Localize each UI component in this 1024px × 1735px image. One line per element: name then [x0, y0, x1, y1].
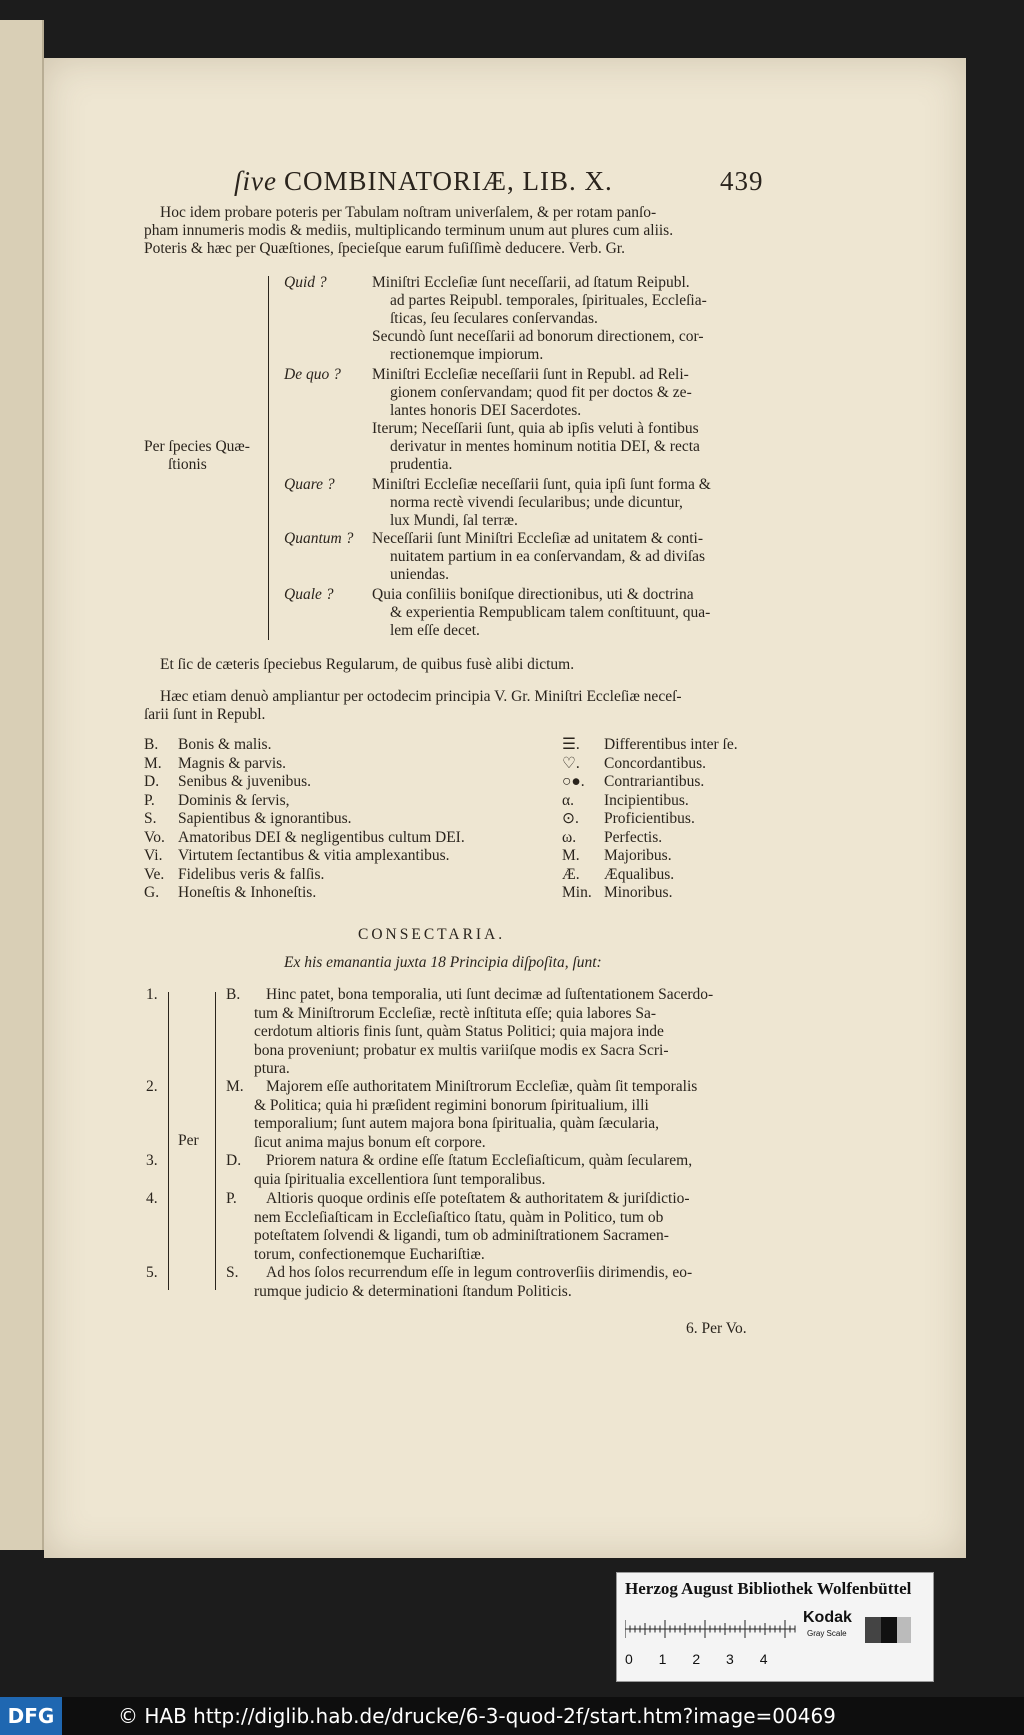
- after-species-text: Et ſic de cæteris ſpeciebus Regularum, de quibus fusè alibi dictum.: [160, 656, 575, 673]
- species-label: ſtionis: [168, 456, 207, 473]
- species-label: Per ſpecies Quæ-: [144, 438, 250, 455]
- principium-value: Dominis & ſervis,: [178, 791, 290, 809]
- consectarium-number: 4.: [146, 1190, 158, 1207]
- principium-value: Fidelibus veris & falſis.: [178, 865, 325, 883]
- outer-brace: [168, 992, 169, 1290]
- principium-key: D.: [144, 773, 160, 790]
- page-number: 439: [720, 166, 764, 196]
- consectarium-line: Altioris quoque ordinis eſſe poteſtatem & authoritatem & juriſdictio-: [266, 1190, 690, 1207]
- consectarium-line: rumque judicio & determinationi ſtandum Politicis.: [254, 1282, 572, 1300]
- principium-key: Ve.: [144, 865, 165, 883]
- principium-value: Bonis & malis.: [178, 736, 272, 753]
- principium-key: ω.: [562, 828, 577, 846]
- consectarium-key: D.: [226, 1152, 242, 1169]
- principium-key: Vo.: [144, 828, 165, 846]
- catchword: 6. Per Vo.: [686, 1320, 747, 1337]
- species-line: lem eſſe decet.: [390, 622, 480, 639]
- kodak-brand: Kodak: [803, 1609, 852, 1626]
- principium-value: Concordantibus.: [604, 754, 707, 772]
- consectarium-line: quia ſpiritualia excellentiora ſunt temporalibus.: [254, 1170, 546, 1188]
- principium-key: Min.: [562, 884, 592, 901]
- inner-brace: [215, 992, 216, 1290]
- ruler-scale: [625, 1609, 915, 1649]
- species-line: gionem conſervandam; quod fit per doctos & ze-: [390, 384, 692, 401]
- species-line: lux Mundi, ſal terræ.: [390, 512, 518, 529]
- principium-key: P.: [144, 791, 155, 809]
- consectaria-title: CONSECTARIA.: [358, 926, 506, 943]
- principium-value: Amatoribus DEI & negligentibus cultum DEI.: [178, 828, 465, 846]
- consectarium-number: 1.: [146, 986, 158, 1003]
- species-question: Quid ?: [284, 274, 327, 291]
- species-line: ad partes Reipubl. temporales, ſpirituales, Eccleſia-: [390, 292, 707, 309]
- principium-key: ○●.: [562, 773, 585, 790]
- principium-value: Æqualibus.: [604, 865, 675, 883]
- principium-key: Vi.: [144, 847, 163, 864]
- consectarium-line: torum, confectionemque Euchariſtiæ.: [254, 1245, 485, 1263]
- consectarium-line: nem Eccleſiaſticam in Eccleſiaſtico ſtatu, quàm in Politico, tum ob: [254, 1208, 664, 1226]
- principium-key: ♡.: [562, 754, 580, 772]
- consectarium-key: S.: [226, 1264, 239, 1281]
- species-line: derivatur in mentes hominum notitia DEI, & recta: [390, 438, 700, 455]
- principium-key: M.: [144, 754, 162, 772]
- species-line: & experientia Rempublicam talem conſtituunt, qua-: [390, 604, 711, 621]
- principium-key: S.: [144, 810, 157, 827]
- per-label: Per: [178, 1132, 199, 1149]
- principium-key: ⊙.: [562, 810, 579, 827]
- principium-value: Sapientibus & ignorantibus.: [178, 810, 352, 827]
- consectarium-line: & Politica; quia hi præſident regimini bonorum ſpiritualium, illi: [254, 1096, 649, 1114]
- principium-value: Differentibus inter ſe.: [604, 736, 738, 753]
- species-brace: [268, 276, 269, 640]
- running-title: COMBINATORIÆ, LIB. X.: [284, 166, 613, 196]
- consectarium-line: temporalium; ſunt autem majora bona ſpiritualia, quàm ſæcularia,: [254, 1115, 660, 1132]
- consectarium-line: ſicut anima majus bonum eſt corpore.: [254, 1133, 486, 1151]
- consectarium-number: 2.: [146, 1078, 158, 1095]
- species-question: Quale ?: [284, 586, 334, 603]
- header-left: ſive: [234, 166, 277, 196]
- consectarium-line: bona proveniunt; probatur ex multis variiſque modis ex Sacra Scri-: [254, 1041, 669, 1059]
- species-line: Miniſtri Eccleſiæ neceſſarii ſunt, quia ipſi ſunt forma &: [372, 476, 711, 493]
- consectarium-line: poteſtatem ſolvendi & ligandi, tum ob adminiſtrationem Sacramen-: [254, 1227, 669, 1244]
- species-question: Quare ?: [284, 476, 335, 493]
- intro-line: Hoc idem probare poteris per Tabulam noſtram univerſalem, & per rotam panſo-: [160, 204, 657, 221]
- dfg-logo: DFG: [0, 1697, 62, 1735]
- species-question: Quantum ?: [284, 530, 354, 547]
- consectarium-line: Priorem natura & ordine eſſe ſtatum Eccleſiaſticum, quàm ſecularem,: [266, 1152, 693, 1169]
- principium-key: B.: [144, 736, 159, 753]
- library-label: Herzog August Bibliothek Wolfenbüttel: [625, 1579, 912, 1598]
- previous-page-edge: [0, 20, 44, 1550]
- species-question: De quo ?: [284, 366, 341, 383]
- species-line: Quia conſiliis boniſque directionibus, uti & doctrina: [372, 586, 694, 603]
- consectaria-subtitle: Ex his emanantia juxta 18 Principia diſpoſita, ſunt:: [284, 954, 602, 971]
- principium-value: Incipientibus.: [604, 791, 689, 809]
- species-line: nuitatem partium in ea conſervandam, & ad diviſas: [390, 548, 706, 565]
- species-line: Iterum; Neceſſarii ſunt, quia ab ipſis veluti à fontibus: [372, 420, 699, 437]
- principium-value: Contrariantibus.: [604, 773, 705, 790]
- kodak-gray-scale: Gray Scale: [807, 1629, 847, 1638]
- species-line: rectionemque impiorum.: [390, 346, 544, 363]
- consectarium-number: 3.: [146, 1152, 158, 1169]
- principium-value: Honeſtis & Inhoneſtis.: [178, 884, 317, 901]
- species-line: prudentia.: [390, 456, 453, 473]
- species-line: Miniſtri Eccleſiæ neceſſarii ſunt in Republ. ad Reli-: [372, 366, 689, 383]
- species-line: Secundò ſunt neceſſarii ad bonorum directionem, cor-: [372, 328, 704, 345]
- scale-numbers: 0 1 2 3 4: [625, 1651, 768, 1667]
- species-line: uniendas.: [390, 566, 449, 583]
- consectarium-line: ptura.: [254, 1060, 290, 1077]
- principium-value: Senibus & juvenibus.: [178, 773, 312, 790]
- consectarium-key: P.: [226, 1190, 237, 1207]
- principium-value: Majoribus.: [604, 847, 672, 864]
- intro-line: Poteris & hæc per Quæſtiones, ſpecieſque earum fuſiſſimè deducere. Verb. Gr.: [144, 240, 625, 257]
- consectarium-line: Majorem eſſe authoritatem Miniſtrorum Eccleſiæ, quàm ſit temporalis: [266, 1078, 698, 1095]
- consectarium-line: cerdotum altioris finis ſunt, quàm Status Politici; quia majora inde: [254, 1023, 664, 1040]
- consectarium-key: B.: [226, 986, 241, 1003]
- species-line: Miniſtri Eccleſiæ ſunt neceſſarii, ad ſtatum Reipubl.: [372, 274, 690, 291]
- intro-line: pham innumeris modis & mediis, multiplicando terminum unum aut plures cum aliis.: [144, 222, 674, 239]
- species-line: ſticas, ſeu ſeculares conſervandas.: [390, 310, 598, 327]
- principium-key: Æ.: [562, 865, 580, 883]
- principium-key: G.: [144, 884, 160, 901]
- consectarium-line: tum & Miniſtrorum Eccleſiæ, rectè inſtituta eſſe; quia labores Sa-: [254, 1004, 657, 1022]
- species-line: Neceſſarii ſunt Miniſtri Eccleſiæ ad unitatem & conti-: [372, 530, 704, 547]
- principium-key: α.: [562, 791, 574, 809]
- species-line: norma rectè vivendi ſecularibus; unde dicuntur,: [390, 494, 683, 511]
- consectarium-line: Ad hos ſolos recurrendum eſſe in legum controverſiis dirimendis, eo-: [266, 1264, 693, 1281]
- principium-value: Proficientibus.: [604, 810, 695, 827]
- principia-intro: Hæc etiam denuò ampliantur per octodecim principia V. Gr. Miniſtri Eccleſiæ neceſ-: [160, 688, 682, 705]
- principium-value: Perfectis.: [604, 828, 663, 846]
- consectarium-number: 5.: [146, 1264, 158, 1281]
- principium-key: ☰.: [562, 736, 580, 753]
- species-line: lantes honoris DEI Sacerdotes.: [390, 402, 582, 419]
- principium-value: Minoribus.: [604, 884, 673, 901]
- consectarium-line: Hinc patet, bona temporalia, uti ſunt decimæ ad ſuſtentationem Sacerdo-: [266, 986, 714, 1003]
- consectarium-key: M.: [226, 1078, 244, 1095]
- principium-key: M.: [562, 847, 580, 864]
- library-color-scale: [616, 1572, 934, 1682]
- principia-intro: ſarii ſunt in Republ.: [144, 706, 266, 723]
- principium-value: Virtutem ſectantibus & vitia amplexantibus.: [178, 847, 450, 864]
- principium-value: Magnis & parvis.: [178, 754, 287, 772]
- footer-link[interactable]: © HAB http://diglib.hab.de/drucke/6-3-quod-2f/start.htm?image=00469: [118, 1704, 836, 1728]
